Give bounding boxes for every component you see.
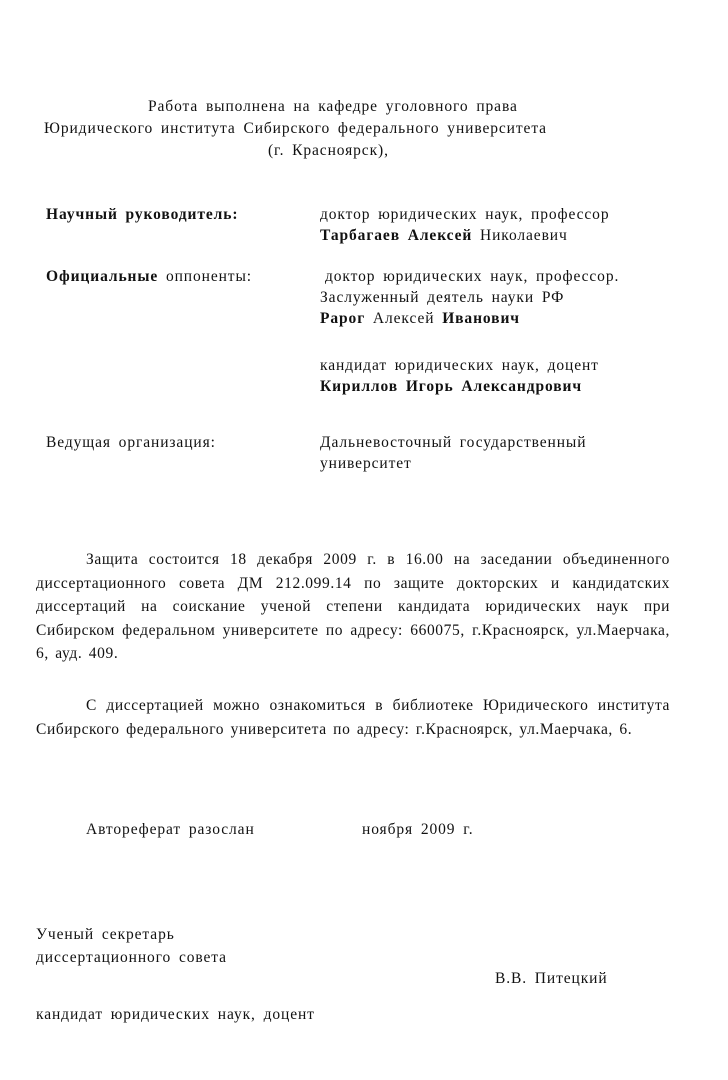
supervisor-degree: доктор юридических наук, профессор [320, 206, 610, 223]
opponent-1-degree: доктор юридических наук, профессор. [325, 268, 620, 285]
library-paragraph [36, 694, 670, 741]
sent-label: Автореферат разослан [86, 821, 255, 838]
opponent-2-name: Кириллов Игорь Александрович [320, 378, 583, 395]
supervisor-label: Научный руководитель: [46, 206, 239, 223]
opponent-1-surname: Рарог [320, 310, 366, 327]
sent-date: ноября 2009 г. [362, 821, 474, 838]
opponent-1-name [320, 309, 520, 329]
supervisor-name [320, 226, 568, 246]
secretary-line-2: диссертационного совета [36, 949, 227, 966]
opponents-label-rest: оппоненты: [165, 268, 253, 285]
opponents-label [46, 267, 252, 287]
opponents-label-bold: Официальные [46, 268, 159, 285]
secretary-degree: кандидат юридических наук, доцент [36, 1006, 315, 1023]
opponent-1-patronymic: Иванович [442, 310, 520, 327]
supervisor-name-bold: Тарбагаев Алексей [320, 227, 473, 244]
secretary-name: В.В. Питецкий [495, 970, 608, 987]
opponent-2-degree: кандидат юридических наук, доцент [320, 357, 599, 374]
defense-paragraph [36, 548, 670, 666]
opponent-1-given: Алексей [372, 310, 435, 327]
header-line-1: Работа выполнена на кафедре уголовного права [148, 98, 518, 115]
secretary-line-1: Ученый секретарь [36, 926, 175, 943]
leading-org-line-1: Дальневосточный государственный [320, 434, 587, 451]
leading-org-line-2: университет [320, 455, 412, 472]
defense-paragraph-text: Защита состоится 18 декабря 2009 г. в 16.00 на заседании объединенного диссертационного совета ДМ 212.099.14 по защите докторских и кандидатских диссертаций на соискание ученой степени кандидата юридических наук при Сибирском федеральном университете по адресу: 660075, г.Красноярск, ул.Маерчака, 6, ауд. 409. [36, 551, 670, 662]
supervisor-name-rest: Николаевич [480, 227, 568, 244]
header-line-3: (г. Красноярск), [268, 142, 389, 159]
leading-org-label: Ведущая организация: [46, 434, 216, 451]
header-line-2: Юридического института Сибирского федерального университета [44, 120, 547, 137]
library-paragraph-text: С диссертацией можно ознакомиться в библиотеке Юридического института Сибирского федерального университета по адресу: г.Красноярск, ул.Маерчака, 6. [36, 697, 670, 738]
opponent-1-title: Заслуженный деятель науки РФ [320, 289, 565, 306]
